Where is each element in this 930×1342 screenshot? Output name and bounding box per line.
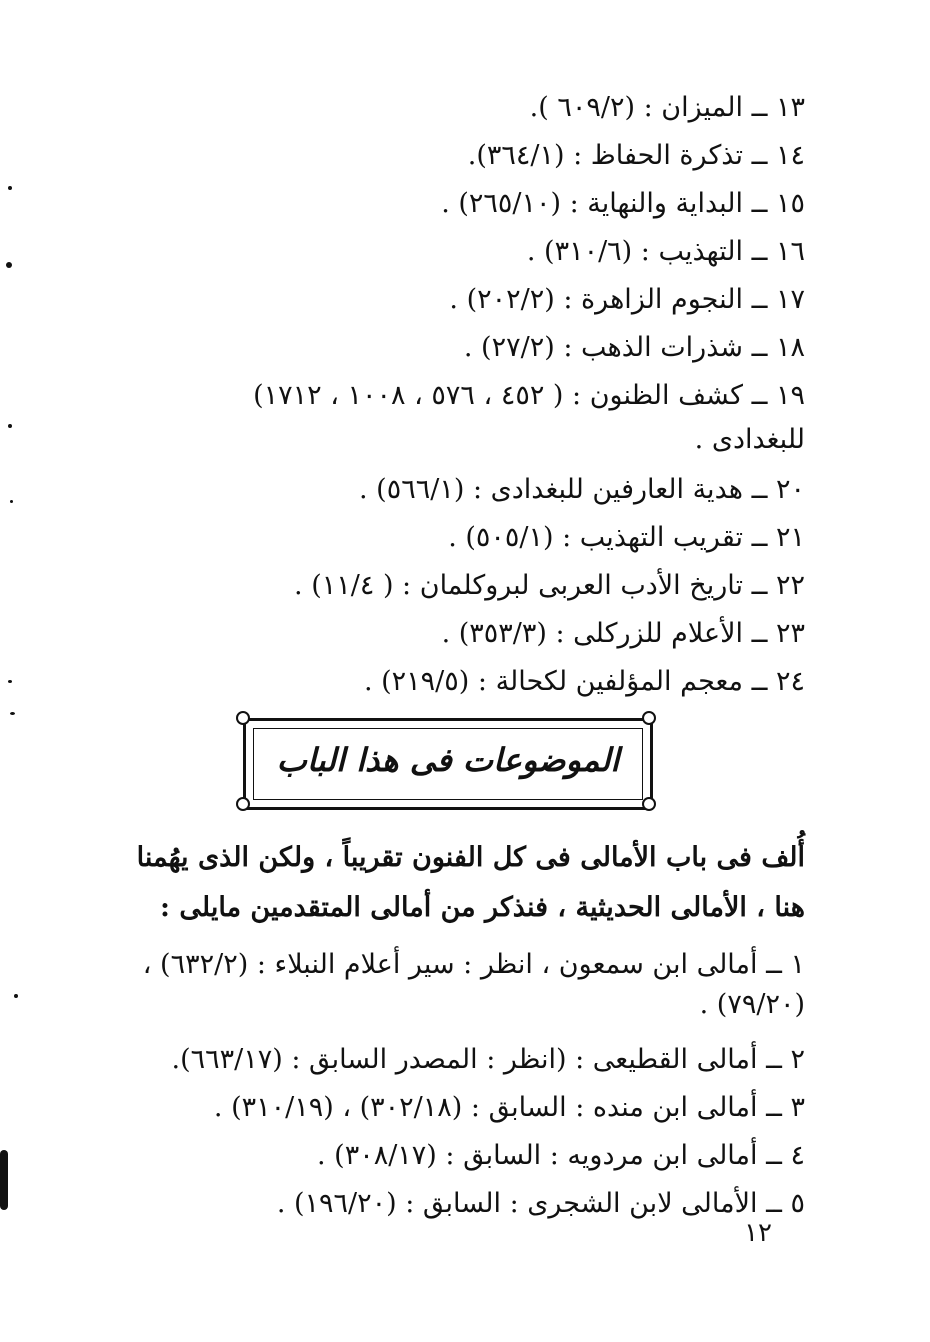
intro-paragraph-line: هنا ، الأمالى الحديثية ، فنذكر من أمالى المتقدمين مايلى : bbox=[160, 892, 805, 923]
list-item: ٢١ ــ تقريب التهذيب : (٥٠٥/١) . bbox=[448, 522, 805, 553]
section-title-frame bbox=[243, 718, 653, 810]
list-item: ٢ ــ أمالى القطيعى : (انظر : المصدر السابق : (٦٦٣/١٧). bbox=[171, 1044, 805, 1075]
list-item-continuation: (٧٩/٢٠) . bbox=[699, 989, 805, 1020]
section-title: الموضوعات فى هذا الباب bbox=[276, 741, 620, 779]
scan-edge-mark bbox=[0, 1150, 8, 1210]
list-item: ١٦ ــ التهذيب : (٣١٠/٦) . bbox=[526, 236, 805, 267]
list-item-continuation: للبغدادى . bbox=[694, 424, 805, 455]
list-item: ٢٠ ــ هدية العارفين للبغدادى : (٥٦٦/١) . bbox=[359, 474, 805, 505]
frame-corner-ornament bbox=[236, 711, 250, 725]
frame-corner-ornament bbox=[236, 797, 250, 811]
scan-speck bbox=[8, 680, 12, 683]
list-item: ١٩ ــ كشف الظنون : ( ٤٥٢ ، ٥٧٦ ، ١٠٠٨ ، ١٧١٢) bbox=[253, 380, 805, 411]
scan-speck bbox=[10, 500, 13, 503]
scan-speck bbox=[8, 424, 12, 428]
list-item: ١٤ ــ تذكرة الحفاظ : (٣٦٤/١). bbox=[467, 140, 805, 171]
frame-corner-ornament bbox=[642, 797, 656, 811]
scan-speck bbox=[14, 994, 18, 998]
list-item: ١٣ ــ الميزان : (٦٠٩/٢ ). bbox=[529, 92, 805, 123]
list-item: ٣ ــ أمالى ابن منده : السابق : (٣٠٢/١٨) ، (٣١٠/١٩) . bbox=[213, 1092, 805, 1123]
list-item: ٢٤ ــ معجم المؤلفين لكحالة : (٢١٩/٥) . bbox=[363, 666, 805, 697]
list-item: ٢٣ ــ الأعلام للزركلى : (٣٥٣/٣) . bbox=[441, 618, 805, 649]
scan-speck bbox=[8, 186, 12, 190]
list-item: ٥ ــ الأمالى لابن الشجرى : السابق : (١٩٦/٢٠) . bbox=[276, 1188, 805, 1219]
list-item: ١٥ ــ البداية والنهاية : (٢٦٥/١٠) . bbox=[441, 188, 805, 219]
scan-speck bbox=[10, 712, 15, 715]
list-item: ٢٢ ــ تاريخ الأدب العربى لبروكلمان : ( ١١/٤) . bbox=[294, 570, 805, 601]
scan-speck bbox=[6, 262, 12, 268]
list-item: ٤ ــ أمالى ابن مردويه : السابق : (٣٠٨/١٧) . bbox=[316, 1140, 805, 1171]
list-item: ١٧ ــ النجوم الزاهرة : (٢٠٢/٢) . bbox=[449, 284, 805, 315]
intro-paragraph-line: أُلف فى باب الأمالى فى كل الفنون تقريباً ، ولكن الذى يهُمنا bbox=[136, 842, 805, 873]
page-number: ١٢ bbox=[744, 1218, 772, 1248]
frame-corner-ornament bbox=[642, 711, 656, 725]
list-item: ١٨ ــ شذرات الذهب : (٢٧/٢) . bbox=[463, 332, 805, 363]
list-item: ١ ــ أمالى ابن سمعون ، انظر : سير أعلام النبلاء : (٦٣٢/٢) ، bbox=[142, 949, 805, 980]
